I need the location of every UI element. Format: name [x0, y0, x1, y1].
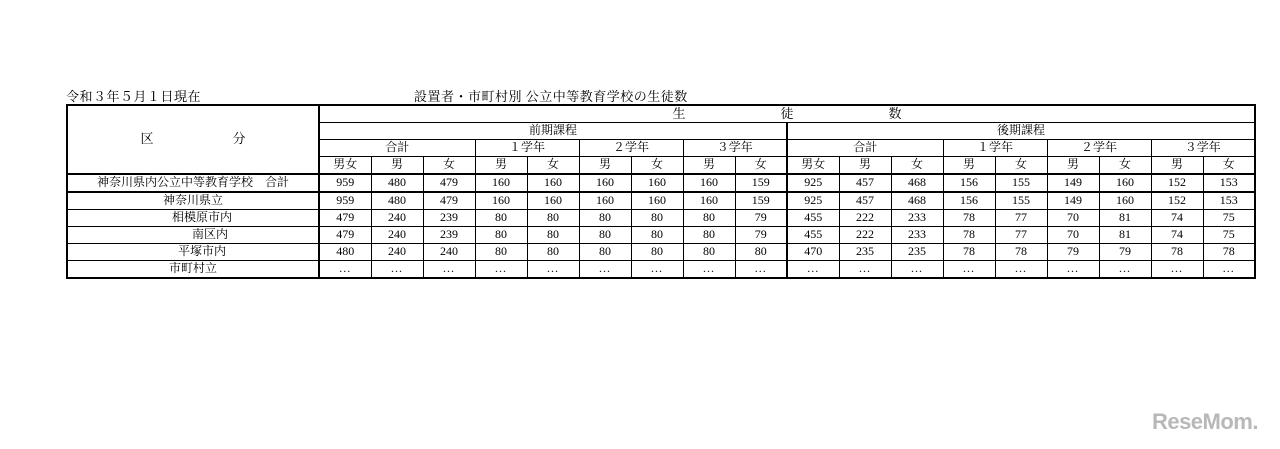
- cell: 160: [683, 192, 735, 210]
- cell: 233: [891, 210, 943, 227]
- table-row: [67, 174, 1255, 192]
- header-col-10: 男: [839, 157, 891, 175]
- cell: 80: [527, 227, 579, 244]
- cell: 240: [371, 244, 423, 261]
- cell: 479: [319, 227, 371, 244]
- table-row: [67, 244, 1255, 261]
- cell: 80: [631, 210, 683, 227]
- cell: 468: [891, 174, 943, 192]
- cell: 70: [1047, 227, 1099, 244]
- table-row: [67, 261, 1255, 279]
- cell: 152: [1151, 174, 1203, 192]
- cell: 153: [1203, 192, 1255, 210]
- header-zenki-total: 合計: [319, 140, 475, 157]
- cell: 160: [475, 174, 527, 192]
- cell: …: [839, 261, 891, 279]
- cell: …: [371, 261, 423, 279]
- table-header-row-1: [67, 105, 1255, 123]
- cell: 80: [631, 227, 683, 244]
- cell: 77: [995, 227, 1047, 244]
- page-title: 設置者・市町村別 公立中等教育学校の生徒数: [414, 89, 688, 104]
- date-note: 令和３年５月１日現在: [66, 89, 202, 104]
- table-row: [67, 192, 1255, 210]
- cell: 155: [995, 174, 1047, 192]
- cell: 80: [475, 210, 527, 227]
- header-col-17: 女: [1203, 157, 1255, 175]
- cell: 479: [319, 210, 371, 227]
- cell: 160: [1099, 192, 1151, 210]
- header-zenki-grade2: ２学年: [579, 140, 683, 157]
- cell: 149: [1047, 174, 1099, 192]
- cell: 149: [1047, 192, 1099, 210]
- cell: 160: [527, 192, 579, 210]
- cell: 70: [1047, 210, 1099, 227]
- cell: …: [995, 261, 1047, 279]
- cell: 78: [943, 210, 995, 227]
- header-kubun: 区 分: [67, 105, 319, 174]
- cell: …: [1047, 261, 1099, 279]
- cell: 160: [579, 174, 631, 192]
- header-col-16: 男: [1151, 157, 1203, 175]
- cell: 479: [423, 174, 475, 192]
- header-kouki-total: 合計: [787, 140, 943, 157]
- header-col-7: 男: [683, 157, 735, 175]
- header-col-3: 男: [475, 157, 527, 175]
- header-col-14: 男: [1047, 157, 1099, 175]
- cell: …: [943, 261, 995, 279]
- cell: …: [631, 261, 683, 279]
- cell: 79: [1099, 244, 1151, 261]
- cell: 80: [683, 210, 735, 227]
- header-col-12: 男: [943, 157, 995, 175]
- cell: 160: [579, 192, 631, 210]
- header-col-0: 男女: [319, 157, 371, 175]
- cell: 78: [1203, 244, 1255, 261]
- table-row: [67, 227, 1255, 244]
- cell: 80: [527, 244, 579, 261]
- cell: 77: [995, 210, 1047, 227]
- cell: 235: [891, 244, 943, 261]
- cell: 455: [787, 227, 839, 244]
- cell: 457: [839, 192, 891, 210]
- cell: 233: [891, 227, 943, 244]
- cell: 925: [787, 174, 839, 192]
- header-col-5: 男: [579, 157, 631, 175]
- cell: 160: [631, 174, 683, 192]
- cell: 480: [371, 192, 423, 210]
- cell: 159: [735, 192, 787, 210]
- cell: 80: [683, 227, 735, 244]
- cell: …: [423, 261, 475, 279]
- header-col-9: 男女: [787, 157, 839, 175]
- cell: …: [1151, 261, 1203, 279]
- cell: 959: [319, 174, 371, 192]
- cell: 80: [527, 210, 579, 227]
- cell: 455: [787, 210, 839, 227]
- cell: 160: [527, 174, 579, 192]
- header-col-4: 女: [527, 157, 579, 175]
- header-kouki-grade3: ３学年: [1151, 140, 1255, 157]
- header-kouki-grade2: ２学年: [1047, 140, 1151, 157]
- cell: 80: [475, 227, 527, 244]
- cell: 81: [1099, 210, 1151, 227]
- cell: 156: [943, 192, 995, 210]
- cell: …: [527, 261, 579, 279]
- cell: …: [683, 261, 735, 279]
- cell: …: [579, 261, 631, 279]
- cell: 78: [943, 244, 995, 261]
- cell: 80: [631, 244, 683, 261]
- cell: 239: [423, 227, 475, 244]
- cell: 74: [1151, 210, 1203, 227]
- header-zenki-grade1: １学年: [475, 140, 579, 157]
- row-label: 神奈川県内公立中等教育学校 合計: [67, 174, 319, 192]
- cell: …: [1203, 261, 1255, 279]
- cell: 222: [839, 227, 891, 244]
- cell: 160: [683, 174, 735, 192]
- cell: 240: [371, 210, 423, 227]
- row-label: 平塚市内: [67, 244, 319, 261]
- cell: 240: [423, 244, 475, 261]
- cell: 80: [683, 244, 735, 261]
- header-zenki-katei: 前期課程: [319, 123, 787, 140]
- cell: 156: [943, 174, 995, 192]
- cell: 75: [1203, 227, 1255, 244]
- cell: …: [475, 261, 527, 279]
- header-col-1: 男: [371, 157, 423, 175]
- cell: 80: [579, 210, 631, 227]
- cell: 78: [995, 244, 1047, 261]
- header-col-11: 女: [891, 157, 943, 175]
- cell: …: [1099, 261, 1151, 279]
- cell: 235: [839, 244, 891, 261]
- cell: 959: [319, 192, 371, 210]
- cell: 78: [1151, 244, 1203, 261]
- cell: 80: [475, 244, 527, 261]
- cell: 79: [1047, 244, 1099, 261]
- header-kouki-grade1: １学年: [943, 140, 1047, 157]
- row-label: 南区内: [67, 227, 319, 244]
- cell: 155: [995, 192, 1047, 210]
- cell: 78: [943, 227, 995, 244]
- cell: 80: [579, 227, 631, 244]
- cell: 239: [423, 210, 475, 227]
- cell: 79: [735, 210, 787, 227]
- cell: 79: [735, 227, 787, 244]
- cell: 153: [1203, 174, 1255, 192]
- student-count-table: [66, 104, 1256, 279]
- cell: 479: [423, 192, 475, 210]
- header-col-15: 女: [1099, 157, 1151, 175]
- header-kouki-katei: 後期課程: [787, 123, 1255, 140]
- cell: 470: [787, 244, 839, 261]
- watermark-logo: ReseMom.: [1151, 409, 1258, 434]
- row-label: 市町村立: [67, 261, 319, 279]
- cell: 160: [475, 192, 527, 210]
- cell: 152: [1151, 192, 1203, 210]
- cell: …: [319, 261, 371, 279]
- cell: 81: [1099, 227, 1151, 244]
- cell: …: [735, 261, 787, 279]
- cell: 74: [1151, 227, 1203, 244]
- cell: 159: [735, 174, 787, 192]
- cell: 468: [891, 192, 943, 210]
- cell: 160: [631, 192, 683, 210]
- cell: 240: [371, 227, 423, 244]
- cell: 75: [1203, 210, 1255, 227]
- cell: 80: [579, 244, 631, 261]
- cell: 80: [735, 244, 787, 261]
- row-label: 神奈川県立: [67, 192, 319, 210]
- cell: …: [891, 261, 943, 279]
- table-row: [67, 210, 1255, 227]
- cell: 480: [319, 244, 371, 261]
- cell: 925: [787, 192, 839, 210]
- header-zenki-grade3: ３学年: [683, 140, 787, 157]
- header-col-6: 女: [631, 157, 683, 175]
- cell: 480: [371, 174, 423, 192]
- header-col-8: 女: [735, 157, 787, 175]
- cell: 160: [1099, 174, 1151, 192]
- header-col-2: 女: [423, 157, 475, 175]
- cell: 457: [839, 174, 891, 192]
- row-label: 相模原市内: [67, 210, 319, 227]
- header-seitosu: 生 徒 数: [319, 105, 1255, 123]
- header-col-13: 女: [995, 157, 1047, 175]
- cell: 222: [839, 210, 891, 227]
- cell: …: [787, 261, 839, 279]
